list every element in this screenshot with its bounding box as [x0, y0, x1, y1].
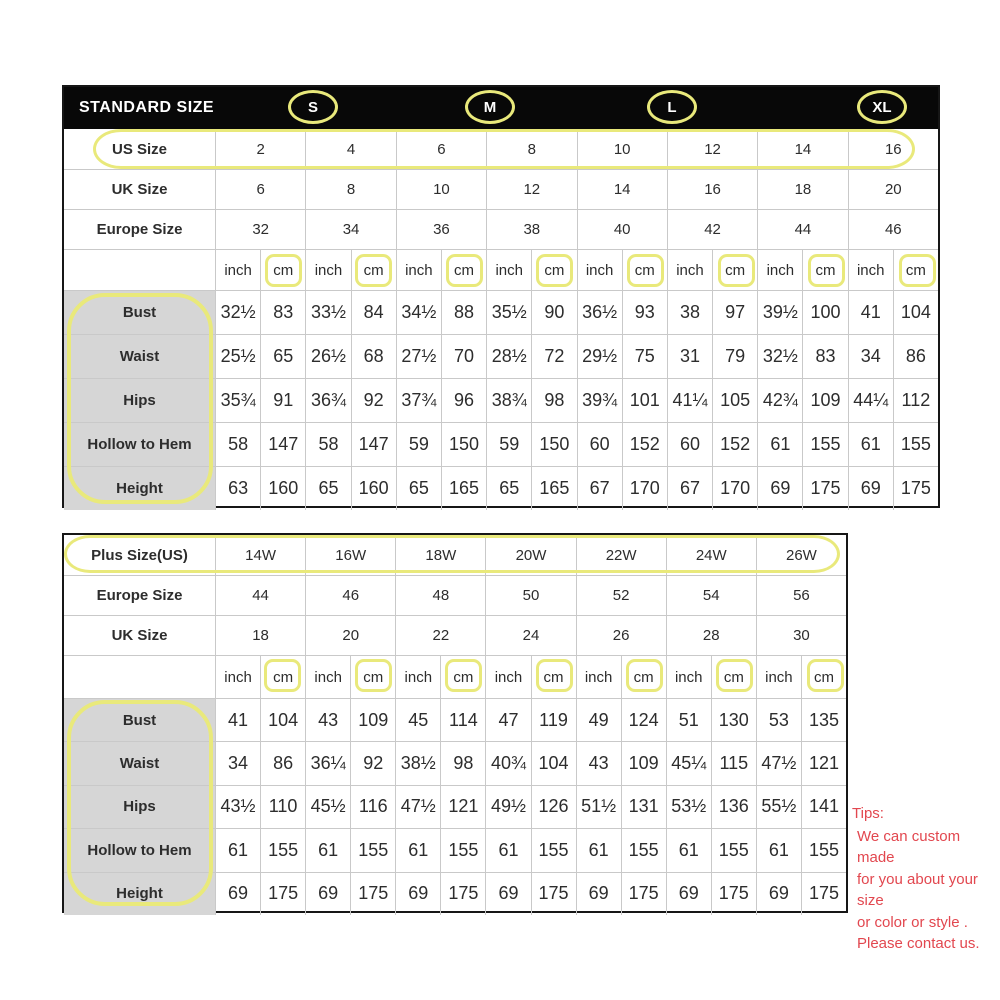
measure-value: 69 — [215, 872, 260, 915]
measure-value: 175 — [350, 872, 395, 915]
measure-value: 34 — [848, 334, 893, 378]
measure-label: Height — [64, 466, 215, 510]
size-value: 48 — [395, 575, 485, 615]
measure-value: 61 — [666, 828, 711, 871]
measure-value: 105 — [712, 378, 757, 422]
size-value: 26W — [756, 535, 846, 575]
measure-value: 69 — [395, 872, 440, 915]
size-value: 26 — [576, 615, 666, 655]
measure-value: 155 — [621, 828, 666, 871]
unit-cm-label: cm — [621, 655, 666, 698]
measure-value: 37¾ — [396, 378, 441, 422]
tips-lines — [852, 826, 998, 955]
size-value: 22W — [576, 535, 666, 575]
measure-value: 39½ — [757, 290, 802, 334]
unit-inch-label: inch — [396, 249, 441, 290]
measure-value: 110 — [260, 785, 305, 828]
unit-cm-label: cm — [260, 249, 305, 290]
measure-value: 68 — [351, 334, 396, 378]
row-label: US Size — [111, 140, 168, 158]
measure-value: 115 — [711, 741, 756, 784]
measure-value: 61 — [757, 422, 802, 466]
measure-value: 58 — [305, 422, 350, 466]
measure-value: 175 — [801, 872, 846, 915]
measure-value: 61 — [756, 828, 801, 871]
standard-table-header — [64, 87, 938, 129]
measure-value: 104 — [531, 741, 576, 784]
size-value: 52 — [576, 575, 666, 615]
unit-cm-label: cm — [351, 249, 396, 290]
measure-value: 41¼ — [667, 378, 712, 422]
measure-value: 36¼ — [305, 741, 350, 784]
measure-value: 119 — [531, 698, 576, 741]
unit-inch-label: inch — [215, 249, 260, 290]
unit-inch-label: inch — [667, 249, 712, 290]
tips-line: or color or style . — [857, 913, 968, 931]
measure-value: 65 — [396, 466, 441, 510]
unit-cm-label: cm — [531, 655, 576, 698]
measure-value: 31 — [667, 334, 712, 378]
size-value: 14 — [577, 169, 667, 209]
unit-cm-label: cm — [622, 249, 667, 290]
size-value: 16 — [848, 129, 938, 169]
size-value: 50 — [485, 575, 575, 615]
row-label: UK Size — [64, 169, 215, 209]
measure-value: 112 — [893, 378, 938, 422]
measure-value: 83 — [260, 290, 305, 334]
measure-value: 155 — [711, 828, 756, 871]
measure-value: 32½ — [757, 334, 802, 378]
size-value: 2 — [215, 129, 305, 169]
measure-value: 42¾ — [757, 378, 802, 422]
measure-label: Bust — [64, 290, 215, 334]
measure-value: 47½ — [395, 785, 440, 828]
measure-value: 79 — [712, 334, 757, 378]
measure-value: 147 — [351, 422, 396, 466]
measure-value: 92 — [350, 741, 395, 784]
size-value: 20 — [848, 169, 938, 209]
row-label: Europe Size — [64, 209, 215, 249]
measure-value: 45¼ — [666, 741, 711, 784]
measure-value: 69 — [485, 872, 530, 915]
measure-label: Waist — [64, 741, 215, 784]
size-value: 32 — [215, 209, 305, 249]
unit-inch-label: inch — [395, 655, 440, 698]
measure-value: 36½ — [577, 290, 622, 334]
measure-value: 109 — [350, 698, 395, 741]
measure-value: 175 — [260, 872, 305, 915]
size-value: 14W — [215, 535, 305, 575]
tips-line: Please contact us. — [857, 935, 980, 952]
unit-inch-label: inch — [215, 655, 260, 698]
measure-value: 35¾ — [215, 378, 260, 422]
measure-value: 160 — [260, 466, 305, 510]
measure-value: 65 — [305, 466, 350, 510]
measure-value: 155 — [801, 828, 846, 871]
measure-value: 33½ — [305, 290, 350, 334]
measure-value: 40¾ — [485, 741, 530, 784]
measure-label: Hips — [64, 378, 215, 422]
unit-cm-label: cm — [350, 655, 395, 698]
measure-value: 60 — [667, 422, 712, 466]
size-badge-xl: XL — [857, 90, 907, 124]
size-value: 46 — [848, 209, 938, 249]
size-value: 12 — [667, 129, 757, 169]
measure-value: 104 — [893, 290, 938, 334]
row-label: UK Size — [64, 615, 215, 655]
measure-value: 49½ — [485, 785, 530, 828]
unit-inch-label: inch — [666, 655, 711, 698]
size-value: 28 — [666, 615, 756, 655]
measure-value: 34½ — [396, 290, 441, 334]
size-value: 16W — [305, 535, 395, 575]
unit-cm-label: cm — [260, 655, 305, 698]
standard-size-grid — [64, 129, 938, 510]
measure-value: 45 — [395, 698, 440, 741]
unit-cm-label: cm — [801, 655, 846, 698]
measure-value: 160 — [351, 466, 396, 510]
measure-value: 175 — [802, 466, 847, 510]
measure-value: 136 — [711, 785, 756, 828]
measure-value: 170 — [712, 466, 757, 510]
size-value: 8 — [305, 169, 395, 209]
measure-value: 147 — [260, 422, 305, 466]
measure-value: 96 — [441, 378, 486, 422]
tips-line: for you about your size — [857, 870, 978, 909]
measure-value: 86 — [260, 741, 305, 784]
measure-value: 155 — [440, 828, 485, 871]
measure-value: 25½ — [215, 334, 260, 378]
measure-value: 61 — [215, 828, 260, 871]
unit-inch-label: inch — [305, 249, 350, 290]
measure-value: 43½ — [215, 785, 260, 828]
unit-cm-label: cm — [531, 249, 576, 290]
size-badge-s: S — [288, 90, 338, 124]
measure-value: 86 — [893, 334, 938, 378]
measure-value: 155 — [802, 422, 847, 466]
measure-value: 165 — [531, 466, 576, 510]
measure-value: 61 — [395, 828, 440, 871]
size-value: 12 — [486, 169, 576, 209]
unit-cm-label: cm — [440, 655, 485, 698]
size-value: 4 — [305, 129, 395, 169]
measure-value: 97 — [712, 290, 757, 334]
size-value: 6 — [396, 129, 486, 169]
measure-value: 51 — [666, 698, 711, 741]
measure-value: 43 — [576, 741, 621, 784]
measure-value: 104 — [260, 698, 305, 741]
measure-value: 75 — [622, 334, 667, 378]
measure-value: 61 — [485, 828, 530, 871]
measure-value: 49 — [576, 698, 621, 741]
custom-order-tips — [852, 803, 998, 955]
unit-cm-label: cm — [893, 249, 938, 290]
row-label: Plus Size(US) — [91, 546, 188, 564]
measure-value: 41 — [215, 698, 260, 741]
measure-value: 36¾ — [305, 378, 350, 422]
tips-line: We can custom made — [857, 827, 961, 866]
standard-size-title: STANDARD SIZE — [79, 99, 215, 116]
unit-row-spacer — [64, 655, 215, 698]
measure-value: 130 — [711, 698, 756, 741]
measure-value: 109 — [621, 741, 666, 784]
measure-value: 141 — [801, 785, 846, 828]
unit-inch-label: inch — [576, 655, 621, 698]
measure-value: 63 — [215, 466, 260, 510]
measure-value: 175 — [440, 872, 485, 915]
measure-value: 98 — [440, 741, 485, 784]
measure-value: 165 — [441, 466, 486, 510]
plus-size-grid — [64, 535, 846, 915]
measure-value: 126 — [531, 785, 576, 828]
measure-value: 59 — [396, 422, 441, 466]
size-badge-m: M — [465, 90, 515, 124]
measure-value: 47½ — [756, 741, 801, 784]
measure-label: Hollow to Hem — [64, 422, 215, 466]
size-value: 6 — [215, 169, 305, 209]
standard-size-table — [62, 85, 940, 508]
measure-value: 69 — [756, 872, 801, 915]
measure-label: Hips — [64, 785, 215, 828]
tips-title: Tips: — [852, 805, 884, 822]
size-value: 20 — [305, 615, 395, 655]
measure-value: 43 — [305, 698, 350, 741]
size-value: 10 — [577, 129, 667, 169]
measure-value: 124 — [621, 698, 666, 741]
size-value: 46 — [305, 575, 395, 615]
measure-value: 67 — [577, 466, 622, 510]
measure-value: 59 — [486, 422, 531, 466]
measure-value: 51½ — [576, 785, 621, 828]
measure-value: 88 — [441, 290, 486, 334]
measure-value: 175 — [621, 872, 666, 915]
measure-value: 92 — [351, 378, 396, 422]
measure-value: 39¾ — [577, 378, 622, 422]
measure-value: 121 — [440, 785, 485, 828]
size-value: 42 — [667, 209, 757, 249]
measure-value: 69 — [848, 466, 893, 510]
measure-value: 114 — [440, 698, 485, 741]
size-value: 8 — [486, 129, 576, 169]
measure-value: 44¼ — [848, 378, 893, 422]
measure-value: 91 — [260, 378, 305, 422]
unit-cm-label: cm — [711, 655, 756, 698]
measure-value: 55½ — [756, 785, 801, 828]
measure-value: 65 — [260, 334, 305, 378]
measure-value: 101 — [622, 378, 667, 422]
measure-label: Waist — [64, 334, 215, 378]
measure-value: 152 — [622, 422, 667, 466]
measure-value: 155 — [893, 422, 938, 466]
unit-inch-label: inch — [848, 249, 893, 290]
size-value: 44 — [757, 209, 847, 249]
size-value: 56 — [756, 575, 846, 615]
unit-inch-label: inch — [485, 655, 530, 698]
measure-value: 61 — [848, 422, 893, 466]
measure-value: 53 — [756, 698, 801, 741]
measure-value: 28½ — [486, 334, 531, 378]
size-value: 18W — [395, 535, 485, 575]
size-value: 30 — [756, 615, 846, 655]
measure-value: 69 — [305, 872, 350, 915]
size-value: 10 — [396, 169, 486, 209]
unit-inch-label: inch — [577, 249, 622, 290]
measure-value: 38½ — [395, 741, 440, 784]
measure-value: 72 — [531, 334, 576, 378]
measure-value: 61 — [305, 828, 350, 871]
size-badge-l: L — [647, 90, 697, 124]
measure-value: 98 — [531, 378, 576, 422]
size-value: 20W — [485, 535, 575, 575]
size-value: 40 — [577, 209, 667, 249]
size-value: 24 — [485, 615, 575, 655]
size-value: 44 — [215, 575, 305, 615]
measure-value: 32½ — [215, 290, 260, 334]
measure-value: 38¾ — [486, 378, 531, 422]
measure-value: 131 — [621, 785, 666, 828]
measure-label: Height — [64, 872, 215, 915]
size-value: 22 — [395, 615, 485, 655]
measure-value: 109 — [802, 378, 847, 422]
measure-value: 155 — [350, 828, 395, 871]
measure-value: 69 — [757, 466, 802, 510]
size-value: 14 — [757, 129, 847, 169]
measure-value: 45½ — [305, 785, 350, 828]
plus-size-table — [62, 533, 848, 913]
measure-value: 26½ — [305, 334, 350, 378]
size-value: 18 — [215, 615, 305, 655]
measure-value: 38 — [667, 290, 712, 334]
size-value: 38 — [486, 209, 576, 249]
measure-value: 69 — [576, 872, 621, 915]
measure-value: 155 — [531, 828, 576, 871]
measure-value: 29½ — [577, 334, 622, 378]
measure-value: 69 — [666, 872, 711, 915]
row-label: Europe Size — [64, 575, 215, 615]
measure-value: 170 — [622, 466, 667, 510]
measure-value: 34 — [215, 741, 260, 784]
size-value: 54 — [666, 575, 756, 615]
measure-value: 93 — [622, 290, 667, 334]
unit-inch-label: inch — [305, 655, 350, 698]
measure-value: 83 — [802, 334, 847, 378]
measure-value: 135 — [801, 698, 846, 741]
unit-row-spacer — [64, 249, 215, 290]
unit-inch-label: inch — [757, 249, 802, 290]
unit-inch-label: inch — [756, 655, 801, 698]
measure-value: 27½ — [396, 334, 441, 378]
size-value: 16 — [667, 169, 757, 209]
measure-value: 84 — [351, 290, 396, 334]
measure-value: 121 — [801, 741, 846, 784]
measure-value: 35½ — [486, 290, 531, 334]
measure-label: Hollow to Hem — [64, 828, 215, 871]
measure-value: 152 — [712, 422, 757, 466]
measure-value: 175 — [711, 872, 756, 915]
measure-value: 53½ — [666, 785, 711, 828]
measure-value: 90 — [531, 290, 576, 334]
unit-cm-label: cm — [441, 249, 486, 290]
measure-label: Bust — [64, 698, 215, 741]
unit-inch-label: inch — [486, 249, 531, 290]
measure-value: 150 — [531, 422, 576, 466]
measure-value: 155 — [260, 828, 305, 871]
measure-value: 41 — [848, 290, 893, 334]
size-value: 24W — [666, 535, 756, 575]
size-value: 34 — [305, 209, 395, 249]
measure-value: 150 — [441, 422, 486, 466]
unit-cm-label: cm — [802, 249, 847, 290]
measure-value: 100 — [802, 290, 847, 334]
measure-value: 60 — [577, 422, 622, 466]
measure-value: 58 — [215, 422, 260, 466]
size-value: 36 — [396, 209, 486, 249]
measure-value: 65 — [486, 466, 531, 510]
measure-value: 47 — [485, 698, 530, 741]
measure-value: 70 — [441, 334, 486, 378]
measure-value: 175 — [893, 466, 938, 510]
measure-value: 67 — [667, 466, 712, 510]
measure-value: 116 — [350, 785, 395, 828]
measure-value: 61 — [576, 828, 621, 871]
unit-cm-label: cm — [712, 249, 757, 290]
measure-value: 175 — [531, 872, 576, 915]
size-value: 18 — [757, 169, 847, 209]
